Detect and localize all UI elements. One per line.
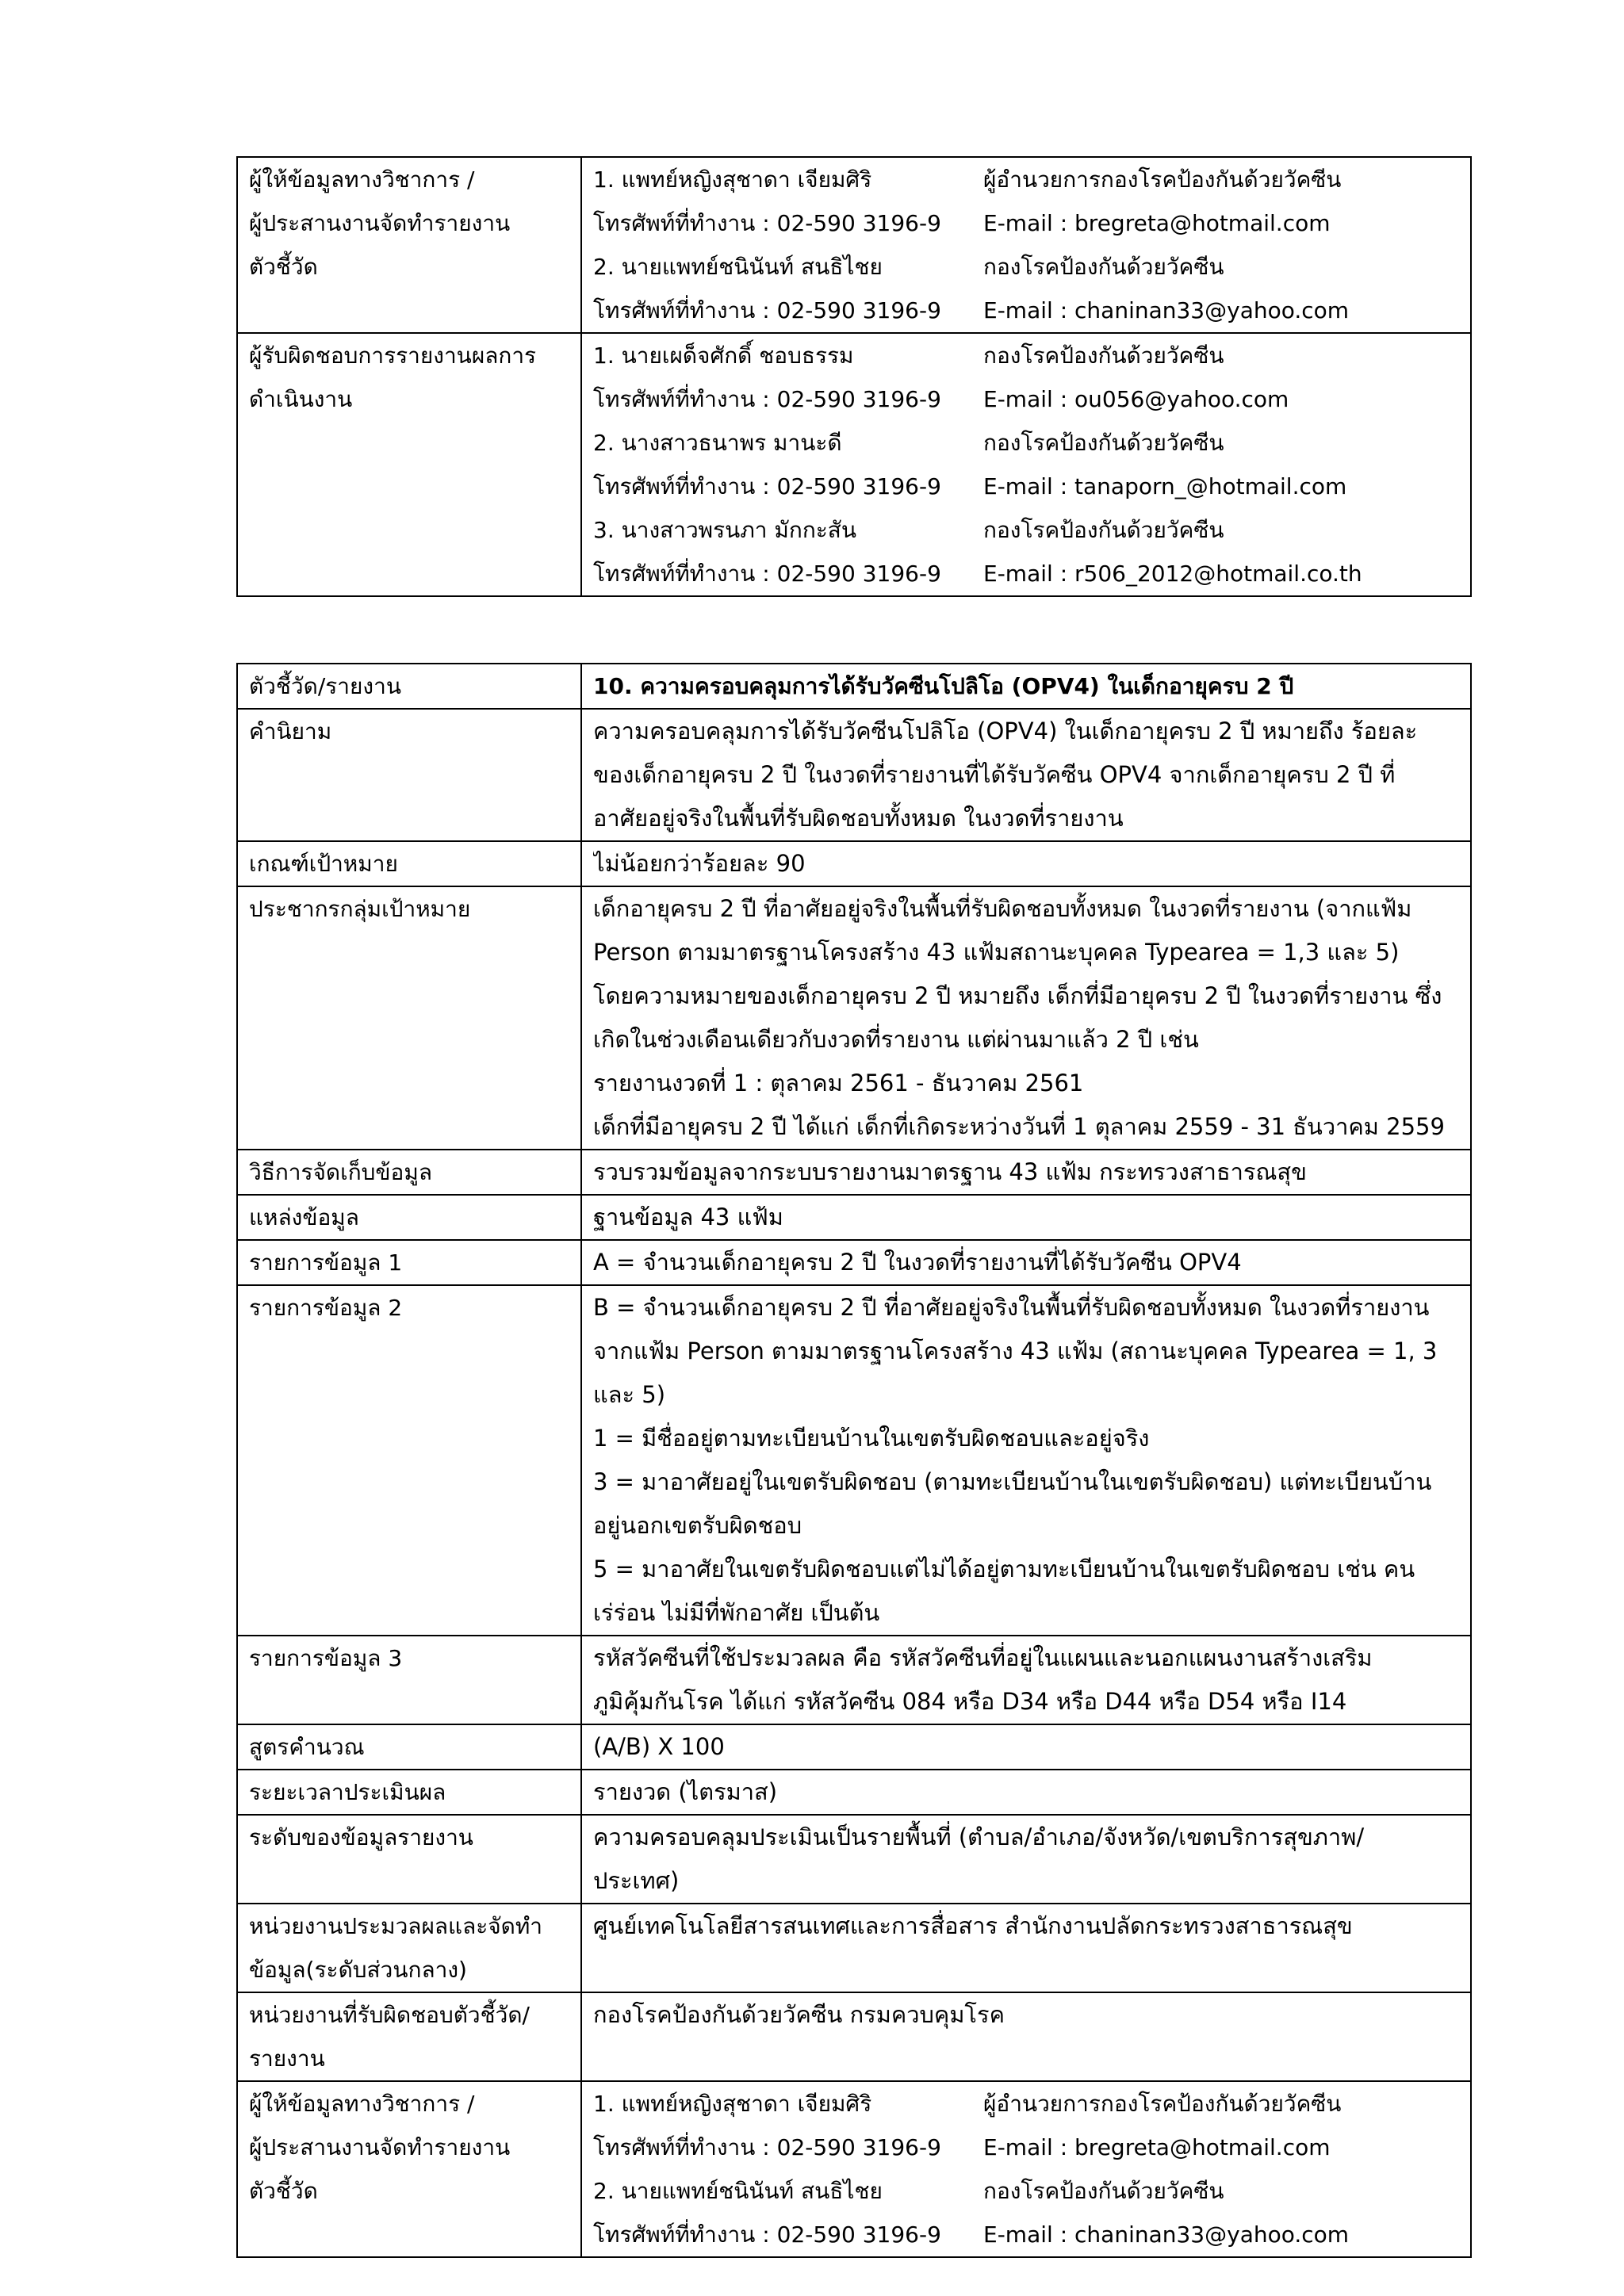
label-line: ผู้ให้ข้อมูลทางวิชาการ / [249,166,475,193]
contact-detail: กองโรคป้องกันด้วยวัคซีน [983,254,1224,280]
contact-phone: โทรศัพท์ที่ทำงาน : 02-590 3196-9 [593,473,941,499]
row-label [237,1636,581,1724]
label-line: แหล่งข้อมูล [249,1204,359,1230]
contact-name: 2. นายแพทย์ชนินันท์ สนธิไชย [593,254,883,280]
label-line: ผู้ให้ข้อมูลทางวิชาการ / [249,2091,475,2117]
target-population-row [237,886,1471,1150]
value-line: จากแฟ้ม Person ตามมาตรฐานโครงสร้าง 43 แฟ้ม (สถานะบุคคล Typearea = 1, 3 [593,1337,1438,1364]
row-label [237,1195,581,1240]
value-line: ความครอบคลุมการได้รับวัคซีนโปลิโอ (OPV4) ในเด็กอายุครบ 2 ปี หมายถึง ร้อยละ [593,718,1418,744]
row-label [237,1770,581,1815]
label-line: วิธีการจัดเก็บข้อมูล [249,1159,432,1185]
value-line: (A/B) X 100 [593,1733,725,1760]
row-label [237,886,581,1150]
report-level-row [237,1815,1471,1904]
row-value [581,1904,1471,1992]
row-label [237,333,581,596]
value-line: B = จำนวนเด็กอายุครบ 2 ปี ที่อาศัยอยู่จริงในพื้นที่รับผิดชอบทั้งหมด ในงวดที่รายงาน [593,1294,1430,1321]
value-line: ไม่น้อยกว่าร้อยละ 90 [593,850,806,877]
value-line: โดยความหมายของเด็กอายุครบ 2 ปี หมายถึง เด็กที่มีอายุครบ 2 ปี ในงวดที่รายงาน ซึ่ง [593,982,1442,1009]
value-line: เร่ร่อน ไม่มีที่พักอาศัย เป็นต้น [593,1599,880,1626]
contact-line [593,377,1459,421]
contact-line [593,2169,1459,2213]
contact-line [593,508,1459,552]
row-value [581,841,1471,886]
label-line: ตัวชี้วัด/รายงาน [249,673,401,699]
value-line: ความครอบคลุมประเมินเป็นรายพื้นที่ (ตำบล/อำเภอ/จังหวัด/เขตบริการสุขภาพ/ [593,1823,1365,1850]
label-line: เกณฑ์เป้าหมาย [249,851,398,877]
contact-phone: โทรศัพท์ที่ทำงาน : 02-590 3196-9 [593,561,941,587]
row-label [237,2081,581,2257]
row-value [581,1992,1471,2081]
label-line: รายงาน [249,2045,325,2072]
data-item-3-row [237,1636,1471,1724]
responsible-unit-row [237,1992,1471,2081]
value-line: เด็กที่มีอายุครบ 2 ปี ได้แก่ เด็กที่เกิดระหว่างวันที่ 1 ตุลาคม 2559 - 31 ธันวาคม 2559 [593,1113,1445,1140]
label-line: ตัวชี้วัด [249,2178,318,2204]
value-line: 1 = มีชื่ออยู่ตามทะเบียนบ้านในเขตรับผิดชอบและอยู่จริง [593,1425,1150,1452]
row-label [237,664,581,709]
row-value [581,2081,1471,2257]
contact-line [593,552,1459,595]
value-line: อยู่นอกเขตรับผิดชอบ [593,1512,802,1539]
data-item-1-row [237,1240,1471,1285]
value-line: ฐานข้อมูล 43 แฟ้ม [593,1203,783,1230]
row-label [237,1992,581,2081]
indicator-title-row [237,664,1471,709]
collection-method-row [237,1150,1471,1195]
contact-email: E-mail : bregreta@hotmail.com [983,2134,1331,2160]
row-value [581,333,1471,596]
formula-row [237,1724,1471,1770]
contact-email: E-mail : chaninan33@yahoo.com [983,297,1350,323]
row-label [237,841,581,886]
label-line: ระยะเวลาประเมินผล [249,1779,446,1805]
contact-name: 1. แพทย์หญิงสุชาดา เจียมศิริ [593,166,872,193]
data-source-row [237,1195,1471,1240]
row-value [581,157,1471,333]
row-label [237,1724,581,1770]
label-line: ข้อมูล(ระดับส่วนกลาง) [249,1957,467,1983]
contact-email: E-mail : ou056@yahoo.com [983,386,1289,412]
value-line: 5 = มาอาศัยในเขตรับผิดชอบแต่ไม่ได้อยู่ตามทะเบียนบ้านในเขตรับผิดชอบ เช่น คน [593,1556,1415,1582]
contact-detail: ผู้อำนวยการกองโรคป้องกันด้วยวัคซีน [983,166,1342,193]
value-line: เกิดในช่วงเดือนเดียวกับงวดที่รายงาน แต่ผ่านมาแล้ว 2 ปี เช่น [593,1026,1199,1053]
contact-phone: โทรศัพท์ที่ทำงาน : 02-590 3196-9 [593,386,941,412]
processing-unit-row [237,1904,1471,1992]
value-line: ภูมิคุ้มกันโรค ได้แก่ รหัสวัคซีน 084 หรือ D34 หรือ D44 หรือ D54 หรือ I14 [593,1688,1347,1715]
row-value [581,709,1471,841]
responsible-contact-row [237,333,1471,596]
contact-name: 2. นางสาวธนาพร มานะดี [593,430,842,456]
contact-name: 1. นายเผด็จศักดิ์ ชอบธรรม [593,342,854,369]
contact-line [593,245,1459,289]
contact-name: 3. นางสาวพรนภา มักกะสัน [593,517,857,543]
contact-email: E-mail : chaninan33@yahoo.com [983,2221,1350,2248]
target-criteria-row [237,841,1471,886]
academic-contact-row [237,2081,1471,2257]
contact-phone: โทรศัพท์ที่ทำงาน : 02-590 3196-9 [593,210,941,236]
contact-detail: กองโรคป้องกันด้วยวัคซีน [983,342,1224,369]
label-line: ระดับของข้อมูลรายงาน [249,1824,473,1850]
contact-detail: ผู้อำนวยการกองโรคป้องกันด้วยวัคซีน [983,2091,1342,2117]
indicator-title: 10. ความครอบคลุมการได้รับวัคซีนโปลิโอ (OPV4) ในเด็กอายุครบ 2 ปี [593,673,1294,699]
contact-email: E-mail : tanaporn_@hotmail.com [983,473,1347,499]
contacts-table [236,156,1472,597]
contact-line [593,334,1459,377]
contact-name: 1. แพทย์หญิงสุชาดา เจียมศิริ [593,2091,872,2117]
label-line: รายการข้อมูล 1 [249,1249,403,1276]
label-line: หน่วยงานประมวลผลและจัดทำ [249,1913,543,1939]
row-value [581,1150,1471,1195]
info-contact-row [237,157,1471,333]
label-line: รายการข้อมูล 3 [249,1645,403,1671]
contact-line [593,2082,1459,2126]
row-label [237,1815,581,1904]
contact-phone: โทรศัพท์ที่ทำงาน : 02-590 3196-9 [593,2221,941,2248]
contact-detail: กองโรคป้องกันด้วยวัคซีน [983,517,1224,543]
data-item-2-row [237,1285,1471,1636]
label-line: คำนิยาม [249,718,332,744]
evaluation-period-row [237,1770,1471,1815]
label-line: ดำเนินงาน [249,386,353,412]
row-label [237,709,581,841]
row-value [581,1240,1471,1285]
contact-line [593,2213,1459,2256]
contact-phone: โทรศัพท์ที่ทำงาน : 02-590 3196-9 [593,2134,941,2160]
label-line: ผู้ประสานงานจัดทำรายงาน [249,210,511,236]
value-line: รายงานงวดที่ 1 : ตุลาคม 2561 - ธันวาคม 2561 [593,1070,1084,1096]
contact-detail: กองโรคป้องกันด้วยวัคซีน [983,2178,1224,2204]
row-label [237,1240,581,1285]
label-line: ตัวชี้วัด [249,254,318,280]
label-line: ผู้รับผิดชอบการรายงานผลการ [249,342,537,369]
value-line: รวบรวมข้อมูลจากระบบรายงานมาตรฐาน 43 แฟ้ม กระทรวงสาธารณสุข [593,1158,1307,1185]
indicator-table [236,663,1472,2258]
value-line: ของเด็กอายุครบ 2 ปี ในงวดที่รายงานที่ได้รับวัคซีน OPV4 จากเด็กอายุครบ 2 ปี ที่ [593,761,1396,788]
value-line: และ 5) [593,1381,666,1408]
label-line: ประชากรกลุ่มเป้าหมาย [249,896,471,922]
row-value [581,1285,1471,1636]
label-line: สูตรคำนวณ [249,1734,365,1760]
row-label [237,1285,581,1636]
value-line: รหัสวัคซีนที่ใช้ประมวลผล คือ รหัสวัคซีนที่อยู่ในแผนและนอกแผนงานสร้างเสริม [593,1644,1373,1671]
value-line: อาศัยอยู่จริงในพื้นที่รับผิดชอบทั้งหมด ในงวดที่รายงาน [593,805,1124,832]
label-line: รายการข้อมูล 2 [249,1295,403,1321]
definition-row [237,709,1471,841]
contact-detail: กองโรคป้องกันด้วยวัคซีน [983,430,1224,456]
contact-email: E-mail : bregreta@hotmail.com [983,210,1331,236]
contact-line [593,421,1459,465]
contact-line [593,465,1459,508]
contact-phone: โทรศัพท์ที่ทำงาน : 02-590 3196-9 [593,297,941,323]
row-value [581,1636,1471,1724]
row-value [581,1195,1471,1240]
row-value [581,1770,1471,1815]
row-value [581,886,1471,1150]
value-line: A = จำนวนเด็กอายุครบ 2 ปี ในงวดที่รายงานที่ได้รับวัคซีน OPV4 [593,1249,1242,1276]
contact-email: E-mail : r506_2012@hotmail.co.th [983,561,1362,587]
row-value [581,1724,1471,1770]
value-line: 3 = มาอาศัยอยู่ในเขตรับผิดชอบ (ตามทะเบียนบ้านในเขตรับผิดชอบ) แต่ทะเบียนบ้าน [593,1468,1432,1495]
value-line: กองโรคป้องกันด้วยวัคซีน กรมควบคุมโรค [593,2001,1005,2028]
label-line: หน่วยงานที่รับผิดชอบตัวชี้วัด/ [249,2002,530,2028]
label-line: ผู้ประสานงานจัดทำรายงาน [249,2134,511,2160]
value-line: เด็กอายุครบ 2 ปี ที่อาศัยอยู่จริงในพื้นที่รับผิดชอบทั้งหมด ในงวดที่รายงาน (จากแฟ้ม [593,895,1412,922]
row-label [237,1904,581,1992]
row-value [581,1815,1471,1904]
row-label [237,157,581,333]
row-label [237,1150,581,1195]
row-value [581,664,1471,709]
contact-line [593,201,1459,245]
value-line: รายงวด (ไตรมาส) [593,1778,778,1805]
contact-name: 2. นายแพทย์ชนินันท์ สนธิไชย [593,2178,883,2204]
contact-line [593,289,1459,332]
value-line: Person ตามมาตรฐานโครงสร้าง 43 แฟ้มสถานะบุคคล Typearea = 1,3 และ 5) [593,939,1400,966]
contact-line [593,158,1459,201]
contact-line [593,2126,1459,2169]
value-line: ศูนย์เทคโนโลยีสารสนเทศและการสื่อสาร สำนักงานปลัดกระทรวงสาธารณสุข [593,1912,1353,1939]
value-line: ประเทศ) [593,1867,680,1894]
